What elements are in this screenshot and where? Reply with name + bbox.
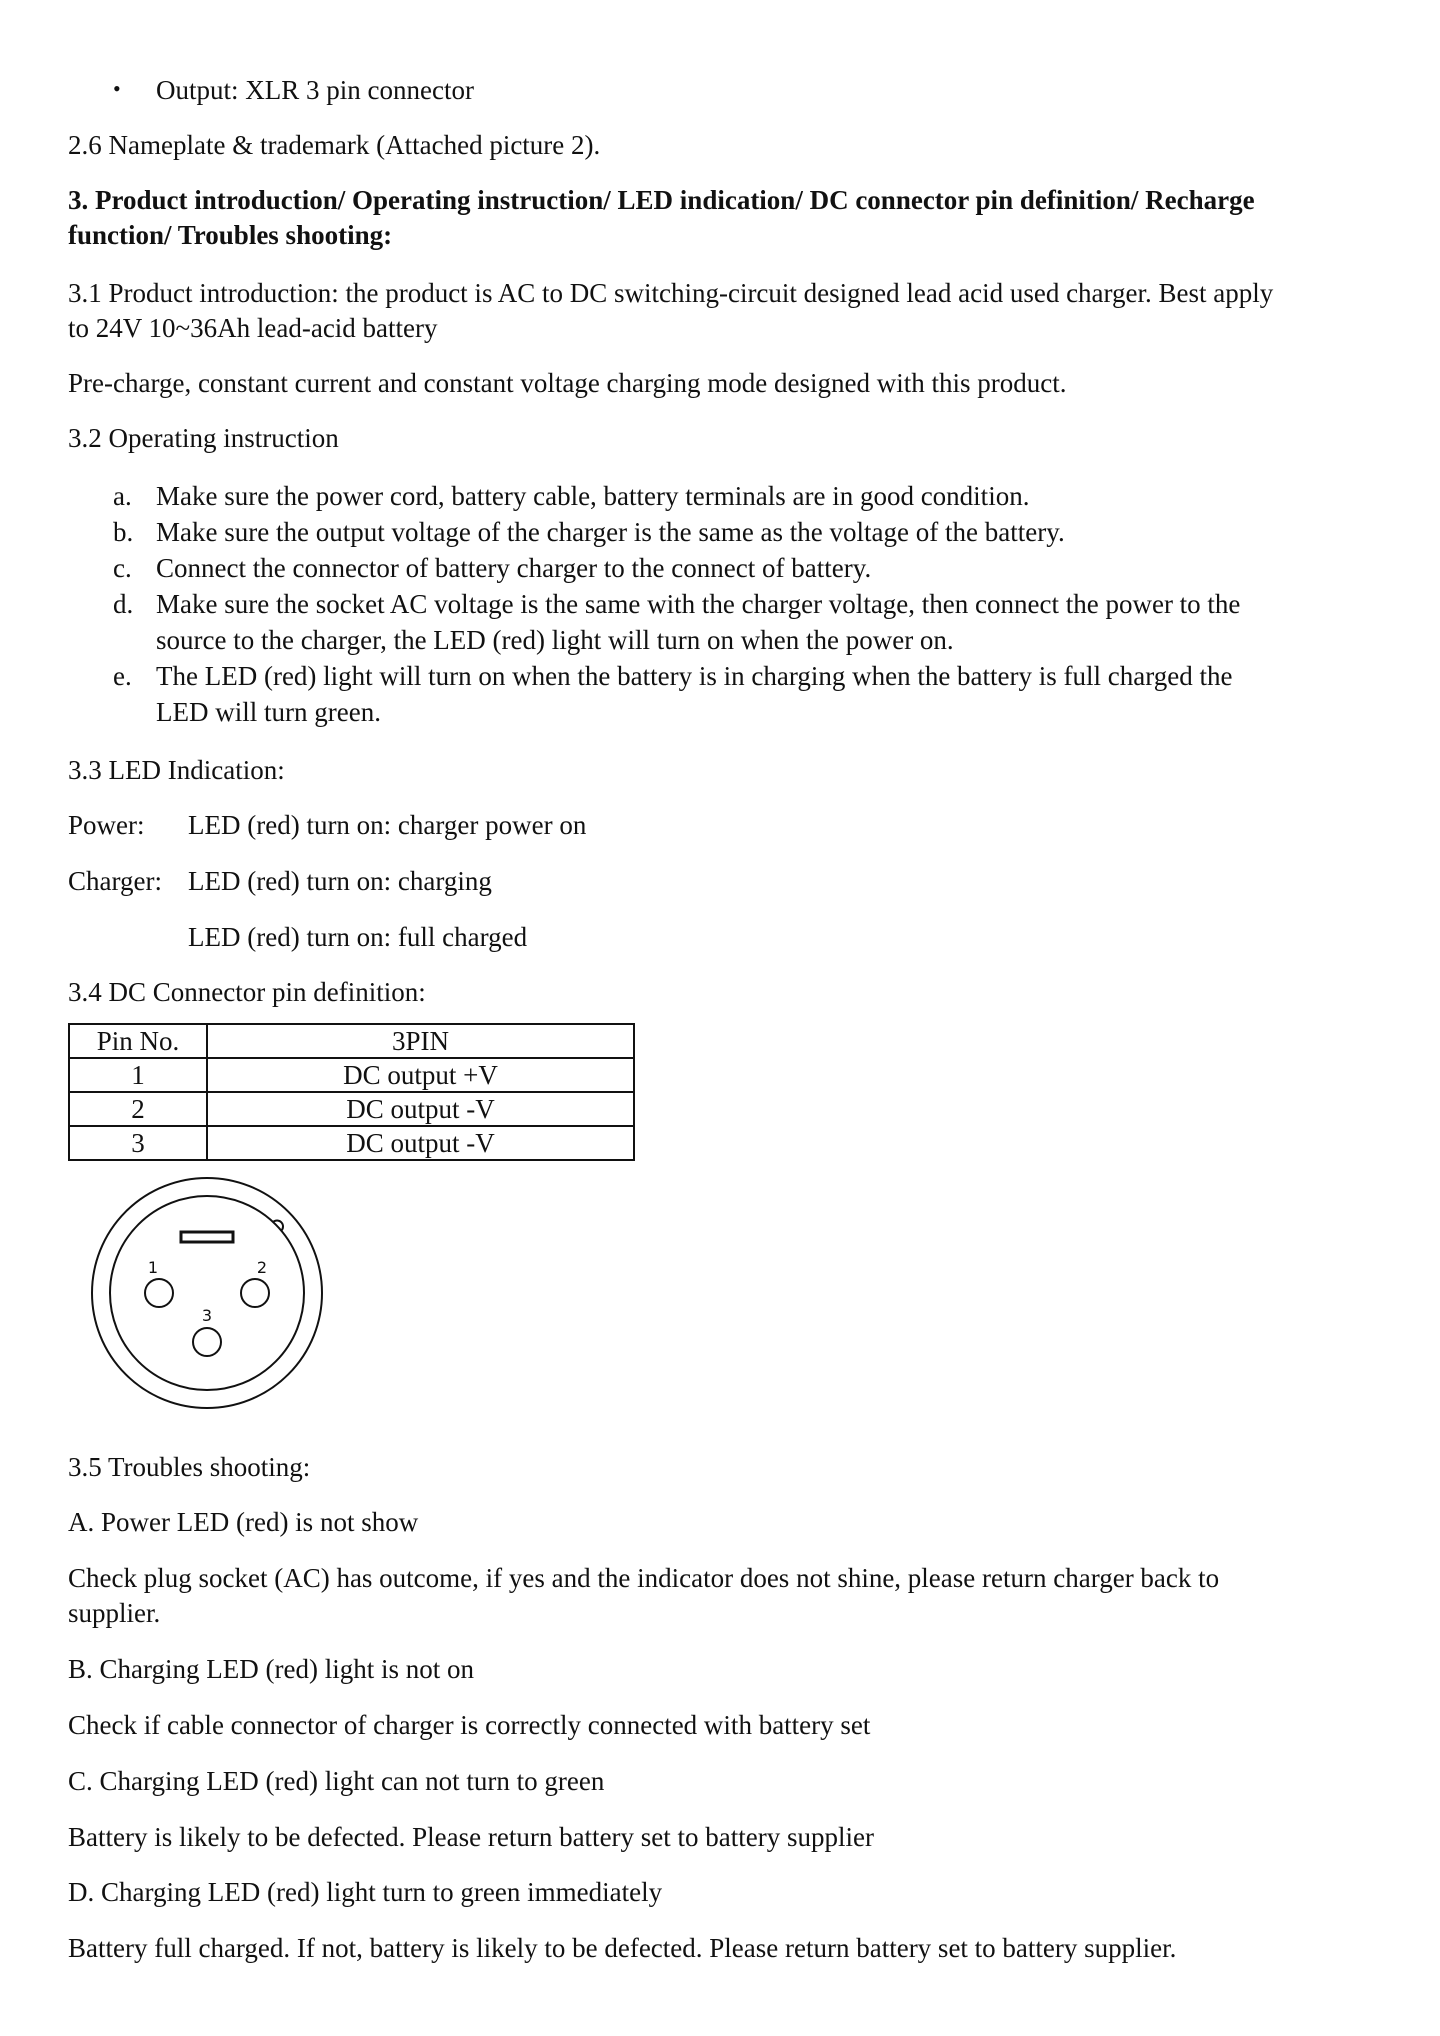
led-value-charging: LED (red) turn on: charging [188, 866, 492, 896]
section-2-6: 2.6 Nameplate & trademark (Attached picture 2). [68, 130, 601, 160]
list-marker: c. [113, 553, 132, 583]
list-item: Make sure the power cord, battery cable, battery terminals are in good condition. [156, 481, 1030, 511]
bullet-output-connector: Output: XLR 3 pin connector [156, 75, 474, 105]
pin-definition-table [68, 1023, 635, 1161]
trouble-c-solution: Battery is likely to be defected. Please return battery set to battery supplier [68, 1822, 874, 1852]
connector-key-slot [181, 1232, 233, 1242]
list-marker: b. [113, 517, 134, 547]
section-3-1-line1: 3.1 Product introduction: the product is AC to DC switching-circuit designed lead acid used charger. Best apply [68, 278, 1274, 308]
pin-3-label: 3 [201, 1306, 213, 1325]
list-marker: d. [113, 589, 134, 619]
section-3-3-title: 3.3 LED Indication: [68, 755, 285, 785]
precharge-paragraph: Pre-charge, constant current and constant voltage charging mode designed with this product. [68, 368, 1067, 398]
table-header-3pin: 3PIN [207, 1024, 634, 1058]
list-item-continuation: LED will turn green. [156, 697, 381, 727]
table-cell-pin: 3 [69, 1126, 207, 1160]
trouble-c-problem: C. Charging LED (red) light can not turn to green [68, 1766, 605, 1796]
list-item-continuation: source to the charger, the LED (red) light will turn on when the power on. [156, 625, 954, 655]
pin-3-hole [193, 1328, 221, 1356]
table-cell-definition: DC output -V [207, 1092, 634, 1126]
table-header-row [69, 1024, 634, 1058]
led-value-full-charged: LED (red) turn on: full charged [188, 922, 528, 952]
table-row [69, 1126, 634, 1160]
list-item: Make sure the socket AC voltage is the same with the charger voltage, then connect the power to the [156, 589, 1241, 619]
pin-1-hole [145, 1279, 173, 1307]
list-marker: a. [113, 481, 132, 511]
led-label-charger: Charger: [68, 866, 162, 896]
list-item: The LED (red) light will turn on when the battery is in charging when the battery is full charged the [156, 661, 1233, 691]
led-label-power: Power: [68, 810, 145, 840]
trouble-d-solution: Battery full charged. If not, battery is likely to be defected. Please return battery set to battery supplier. [68, 1933, 1177, 1963]
table-cell-definition: DC output +V [207, 1058, 634, 1092]
trouble-a-problem: A. Power LED (red) is not show [68, 1507, 419, 1537]
led-value-power: LED (red) turn on: charger power on [188, 810, 587, 840]
pin-2-hole [241, 1279, 269, 1307]
section-3-5-title: 3.5 Troubles shooting: [68, 1452, 311, 1482]
list-item: Connect the connector of battery charger to the connect of battery. [156, 553, 872, 583]
section-3-4-title: 3.4 DC Connector pin definition: [68, 977, 426, 1007]
trouble-b-solution: Check if cable connector of charger is correctly connected with battery set [68, 1710, 871, 1740]
table-cell-definition: DC output -V [207, 1126, 634, 1160]
table-cell-pin: 1 [69, 1058, 207, 1092]
xlr-connector-diagram [80, 1165, 340, 1425]
section-3-2-title: 3.2 Operating instruction [68, 423, 339, 453]
table-header-pin-no: Pin No. [69, 1024, 207, 1058]
trouble-a-solution: Check plug socket (AC) has outcome, if yes and the indicator does not shine, please return charger back to [68, 1563, 1220, 1593]
table-row [69, 1092, 634, 1126]
list-marker: e. [113, 661, 132, 691]
table-row [69, 1058, 634, 1092]
trouble-b-problem: B. Charging LED (red) light is not on [68, 1654, 474, 1684]
connector-outer-ring [92, 1178, 322, 1408]
table-cell-pin: 2 [69, 1092, 207, 1126]
bullet-icon: • [113, 76, 121, 101]
list-item: Make sure the output voltage of the charger is the same as the voltage of the battery. [156, 517, 1065, 547]
pin-1-label: 1 [147, 1258, 159, 1277]
trouble-d-problem: D. Charging LED (red) light turn to green immediately [68, 1877, 663, 1907]
connector-inner-ring [110, 1196, 304, 1390]
section-3-heading-line2: function/ Troubles shooting: [68, 220, 393, 250]
trouble-a-solution-continuation: supplier. [68, 1598, 161, 1628]
section-3-1-line2: to 24V 10~36Ah lead-acid battery [68, 313, 438, 343]
pin-2-label: 2 [256, 1258, 268, 1277]
section-3-heading-line1: 3. Product introduction/ Operating instruction/ LED indication/ DC connector pin definition/ Recharge [68, 185, 1255, 215]
